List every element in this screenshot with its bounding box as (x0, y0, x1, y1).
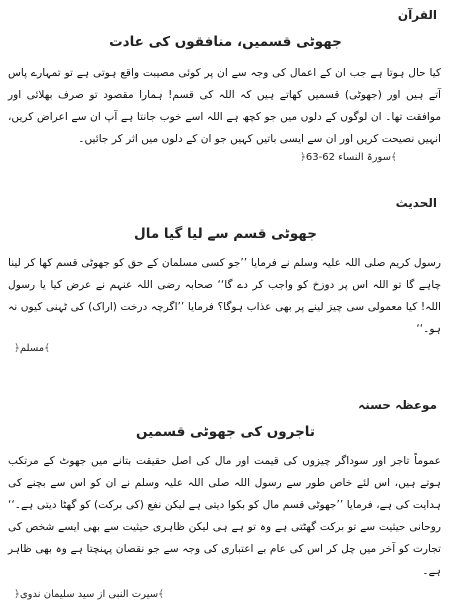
section-label-hadith: الحدیث (395, 196, 437, 210)
section-body-hadith: رسول کریم صلی اللہ علیہ وسلم نے فرمایا ’’جو کسی مسلمان کے حق کو جھوٹی قسم کھا کر لینا چاہے گا تو اللہ اس پر دوزخ کو واجب کر دے گا‘‘ صحابہ رضی اللہ عنہم نے عرض کیا یا رسول اللہ! کیا معمولی سی چیز لینے پر بھی عذاب ہوگا؟ فرمایا ’’اگرچہ درخت (اراک) کی ٹہنی کیوں نہ ہو۔‘‘ (8, 257, 441, 335)
reference-quran (300, 152, 397, 163)
reference-sermon-text: سیرت النبی از سید سلیمان ندوی (19, 589, 159, 600)
bracket-ornament-icon: ﴿ (14, 343, 20, 354)
reference-hadith (14, 343, 50, 354)
reference-sermon (14, 589, 164, 600)
bracket-ornament-icon: ﴿ (300, 152, 306, 163)
reference-quran-text: سورۃ النساء 62-63 (305, 152, 392, 163)
section-body-sermon: عموماً تاجر اور سوداگر چیزوں کی قیمت اور مال کی اصل حقیقت بتانے میں جھوٹ کے مرتکب ہوتے ہیں، اس لئے خاص طور سے رسول اللہ صلی اللہ علیہ وسلم نے ان کو اس سے بچنے کی ہدایت کی ہے، فرمایا ’’جھوٹی قسم مال کو بکوا دیتی ہے لیکن نفع (کی برکت) کو گھٹا دیتی ہے۔‘‘ روحانی حیثیت سے تو برکت گھٹتی ہے وہ تو ہے ہی لیکن ظاہری حیثیت سے بھی ایسے شخص کی تجارت کو آخر میں چل کر اس کی عام بے اعتباری کی وجہ سے جو نقصان پہنچتا ہے وہ بھی ظاہر ہے۔ (8, 455, 441, 577)
section-label-sermon: موعظہ حسنہ (358, 398, 437, 412)
section-title-sermon: تاجروں کی جھوٹی قسمیں (136, 424, 315, 440)
section-body-quran: کیا حال ہوتا ہے جب ان کے اعمال کی وجہ سے ان پر کوئی مصیبت واقع ہوتی ہے تو تمہارے پاس آتے ہیں اور (جھوٹی) قسمیں کھاتے ہیں کہ اللہ کی قسم! ہمارا مقصود تو صرف بھلائی اور موافقت تھا۔ ان لوگوں کے دلوں میں جو کچھ ہے اللہ اسے خوب جانتا ہے آپ ان سے اعراض کریں، انہیں نصیحت کریں اور ان سے ایسی باتیں کہیں جو ان کے دلوں میں اثر کر جائیں۔ (8, 67, 441, 145)
section-title-quran: جھوٹی قسمیں، منافقوں کی عادت (109, 34, 342, 50)
bracket-ornament-icon: ﴿ (14, 589, 20, 600)
section-label-quran: القرآن (397, 8, 437, 22)
bracket-ornament-icon: ﴾ (391, 152, 397, 163)
bracket-ornament-icon: ﴾ (44, 343, 50, 354)
bracket-ornament-icon: ﴾ (158, 589, 164, 600)
reference-hadith-text: مسلم (19, 343, 45, 354)
section-title-hadith: جھوٹی قسم سے لیا گیا مال (134, 226, 317, 242)
